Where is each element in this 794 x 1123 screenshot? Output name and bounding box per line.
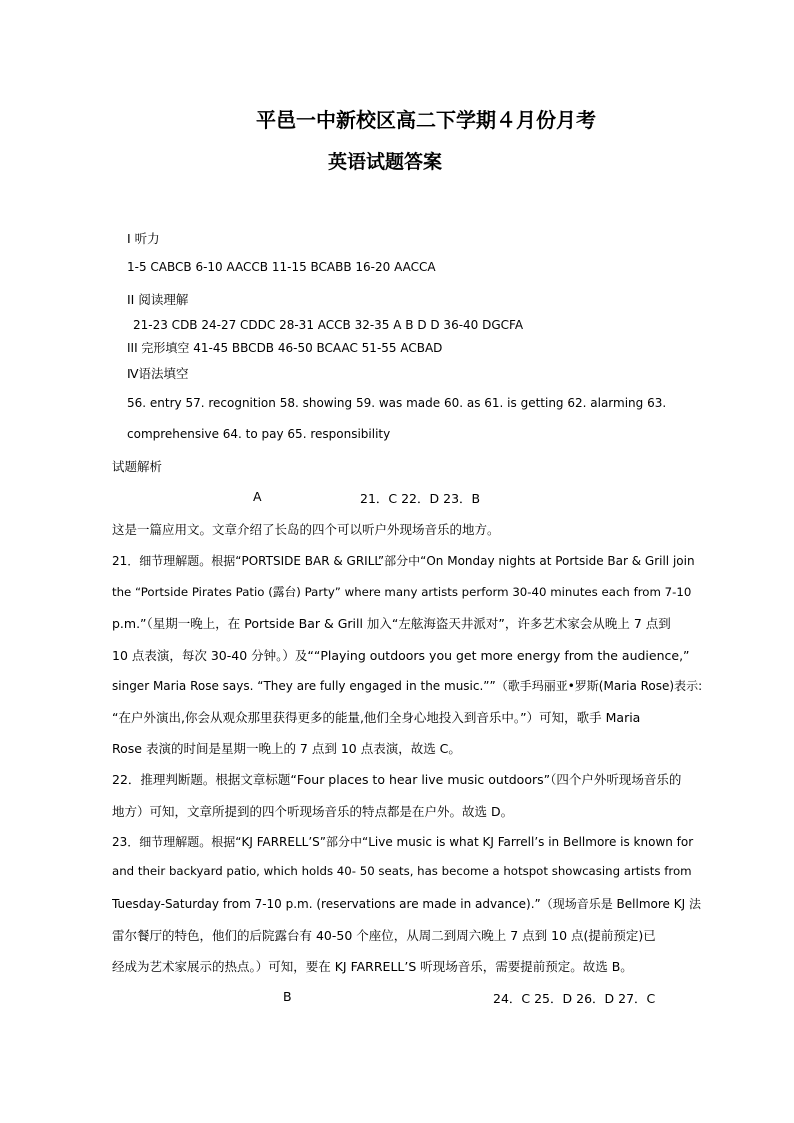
grammar-answers-line-1: 56. entry 57. recognition 58. showing 59. was made 60. as 61. is getting 62. alarming 63.: [127, 396, 667, 410]
passage-a-line: singer Maria Rose says. “They are fully engaged in the music.””（歌手玛丽亚•罗斯(Maria Rose)表示:: [112, 679, 702, 693]
passage-b-label: B: [283, 989, 292, 1004]
passage-a-line: the “Portside Pirates Patio (露台) Party” where many artists perform 30-40 minutes each from 7-10: [112, 585, 692, 599]
passage-b-answers: 24．C 25．D 26．D 27．C: [493, 991, 656, 1006]
passage-a-line: p.m.”（星期一晚上，在 Portside Bar & Grill 加入“左舷海盗天井派对”，许多艺术家会从晚上 7 点到: [112, 616, 671, 631]
passage-a-line: 经成为艺术家展示的热点。）可知，要在 KJ FARRELL’S 听现场音乐，需要提前预定。故选 B。: [112, 959, 633, 974]
passage-a-line: 23．细节理解题。根据“KJ FARRELL’S”部分中“Live music is what KJ Farrell’s in Bellmore is known for: [112, 835, 694, 849]
passage-a-answers: 21．C 22．D 23．B: [360, 491, 481, 506]
reading-heading: II 阅读理解: [127, 292, 189, 307]
analysis-heading: 试题解析: [112, 459, 163, 474]
passage-a-label: A: [253, 489, 262, 504]
passage-a-line: 22．推理判断题。根据文章标题“Four places to hear live music outdoors”（四个户外听现场音乐的: [112, 772, 682, 787]
listening-answers: 1-5 CABCB 6-10 AACCB 11-15 BCABB 16-20 AACCA: [127, 260, 436, 274]
passage-a-line: 雷尔餐厅的特色，他们的后院露台有 40-50 个座位，从周二到周六晚上 7 点到 10 点(提前预定)已: [112, 928, 656, 943]
passage-a-line: Rose 表演的时间是星期一晚上的 7 点到 10 点表演，故选 C。: [112, 741, 461, 756]
passage-a-line: “在户外演出,你会从观众那里获得更多的能量,他们全身心地投入到音乐中。”）可知，歌手 Maria: [112, 710, 641, 725]
passage-a-line: and their backyard patio, which holds 40- 50 seats, has become a hotspot showcasing artists from: [112, 864, 692, 878]
reading-answers: 21-23 CDB 24-27 CDDC 28-31 ACCB 32-35 A B D D 36-40 DGCFA: [133, 318, 524, 332]
cloze-answers: III 完形填空 41-45 BBCDB 46-50 BCAAC 51-55 ACBAD: [127, 341, 443, 355]
passage-a-line: 这是一篇应用文。文章介绍了长岛的四个可以听户外现场音乐的地方。: [112, 522, 500, 537]
passage-a-line: Tuesday-Saturday from 7-10 p.m. (reservations are made in advance).”（现场音乐是 Bellmore KJ 法: [112, 897, 701, 911]
document-subtitle: 英语试题答案: [328, 151, 443, 173]
passage-a-line: 地方）可知，文章所提到的四个听现场音乐的特点都是在户外。故选 D。: [112, 804, 514, 819]
grammar-answers-line-2: comprehensive 64. to pay 65. responsibility: [127, 427, 391, 441]
passage-a-line: 21．细节理解题。根据“PORTSIDE BAR & GRILL”部分中“On Monday nights at Portside Bar & Grill join: [112, 554, 695, 568]
document-title: 平邑一中新校区高二下学期４月份月考: [256, 108, 596, 132]
passage-a-line: 10 点表演，每次 30-40 分钟。）及““Playing outdoors you get more energy from the audience,”: [112, 648, 690, 663]
listening-heading: I 听力: [127, 231, 160, 246]
grammar-heading: Ⅳ语法填空: [127, 366, 189, 381]
